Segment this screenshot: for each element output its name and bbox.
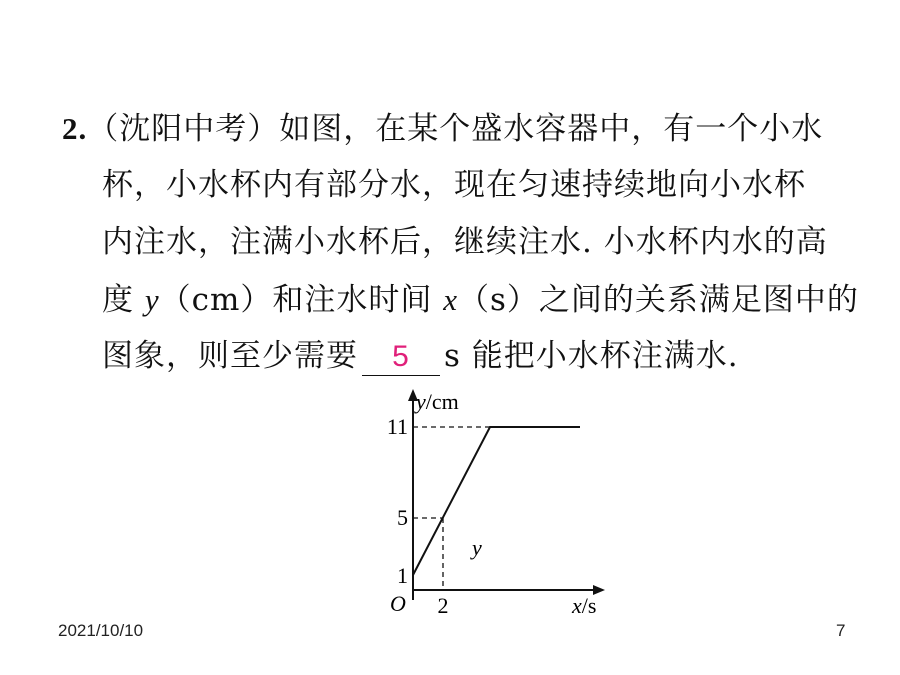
problem-text-line4a: 度 bbox=[102, 282, 145, 318]
variable-x: x bbox=[443, 282, 459, 317]
origin-label: O bbox=[390, 591, 406, 616]
problem-text-line5b: s 能把小水杯注满水. bbox=[444, 338, 739, 374]
function-graph bbox=[360, 385, 620, 625]
problem-text-line4b: （cm）和注水时间 bbox=[159, 282, 444, 318]
y-tick-5: 5 bbox=[397, 505, 408, 530]
problem-line-1 bbox=[62, 100, 862, 157]
answer-blank bbox=[362, 338, 440, 376]
problem-text-line3: 内注水，注满小水杯后，继续注水. 小水杯内水的高 bbox=[102, 224, 828, 260]
function-curve bbox=[413, 427, 580, 575]
problem-text-line2: 杯，小水杯内有部分水，现在匀速持续地向小水杯 bbox=[102, 167, 806, 203]
problem-line-3 bbox=[62, 214, 862, 271]
slide-date: 2021/10/10 bbox=[58, 621, 144, 640]
curve-label: y bbox=[472, 535, 482, 560]
answer-value: 5 bbox=[392, 340, 410, 373]
problem-text-line5a: 图象，则至少需要 bbox=[102, 338, 358, 374]
problem-line-4 bbox=[62, 271, 862, 328]
problem-line-5 bbox=[62, 328, 862, 385]
y-axis-label: y/cm bbox=[416, 389, 459, 414]
problem-text-line1: （沈阳中考）如图，在某个盛水容器中，有一个小水 bbox=[87, 111, 824, 147]
variable-y: y bbox=[144, 282, 160, 317]
problem-text bbox=[62, 100, 862, 385]
problem-number: 2. bbox=[62, 111, 88, 146]
problem-text-line4c: （s）之间的关系满足图中的 bbox=[458, 282, 859, 318]
y-tick-11: 11 bbox=[386, 414, 408, 439]
problem-line-2 bbox=[62, 157, 862, 214]
x-axis-label: x/s bbox=[572, 593, 597, 618]
x-tick-2: 2 bbox=[437, 593, 449, 618]
slide-page-number: 7 bbox=[836, 621, 846, 640]
y-tick-1: 1 bbox=[397, 563, 408, 588]
